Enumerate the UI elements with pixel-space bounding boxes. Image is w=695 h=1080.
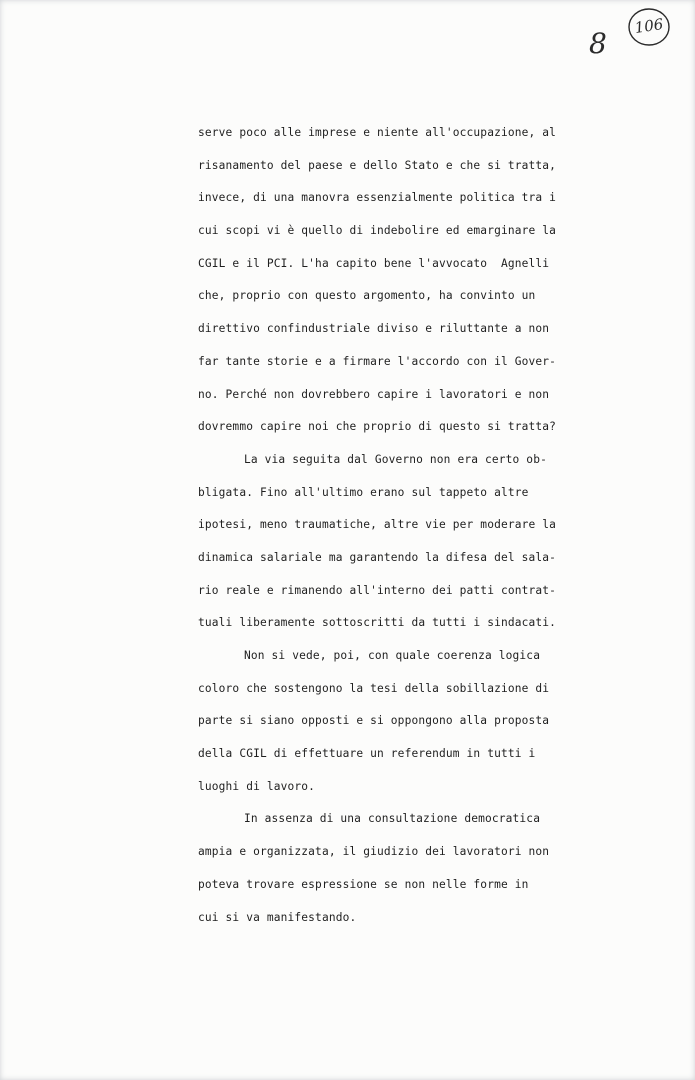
text-line: far tante storie e a firmare l'accordo con il Gover-	[198, 354, 557, 368]
text-line: luoghi di lavoro.	[198, 779, 316, 793]
text-line: cui scopi vi è quello di indebolire ed emarginare la	[198, 224, 557, 238]
text-line: che, proprio con questo argomento, ha convinto un	[198, 289, 536, 303]
text-line: risanamento del paese e dello Stato e che si tratta,	[198, 158, 557, 172]
text-line: no. Perché non dovrebbero capire i lavoratori e non	[198, 387, 550, 401]
archive-stamp	[626, 6, 672, 48]
text-line: invece, di una manovra essenzialmente politica tra i	[198, 191, 557, 205]
text-line: rio reale e rimanendo all'interno dei patti contrat-	[198, 583, 557, 597]
text-line: In assenza di una consultazione democratica	[244, 812, 541, 826]
text-line: dovremmo capire noi che proprio di questo si tratta?	[198, 420, 557, 434]
archive-number: 106	[633, 15, 665, 37]
text-line: coloro che sostengono la tesi della sobillazione di	[198, 681, 550, 695]
text-line: parte si siano opposti e si oppongono alla proposta	[198, 714, 550, 728]
text-line: CGIL e il PCI. L'ha capito bene l'avvocato Agnelli	[198, 256, 550, 270]
text-line: serve poco alle imprese e niente all'occupazione, al	[198, 126, 557, 139]
text-line: della CGIL di effettuare un referendum in tutti i	[198, 747, 536, 761]
text-line: Non si vede, poi, con quale coerenza logica	[244, 649, 541, 662]
text-line: La via seguita dal Governo non era certo ob-	[244, 452, 547, 466]
text-line: poteva trovare espressione se non nelle forme in	[198, 877, 529, 891]
text-line: ampia e organizzata, il giudizio dei lavoratori non	[198, 845, 550, 859]
page-number: 8	[589, 27, 607, 60]
body-text	[198, 120, 578, 937]
text-line: direttivo confindustriale diviso e riluttante a non	[198, 322, 550, 336]
text-line: bligata. Fino all'ultimo erano sul tappeto altre	[198, 485, 529, 499]
text-line: tuali liberamente sottoscritti da tutti i sindacati.	[198, 616, 557, 630]
text-line: cui si va manifestando.	[198, 910, 357, 924]
text-line: dinamica salariale ma garantendo la difesa del sala-	[198, 550, 557, 564]
text-line: ipotesi, meno traumatiche, altre vie per moderare la	[198, 518, 557, 532]
